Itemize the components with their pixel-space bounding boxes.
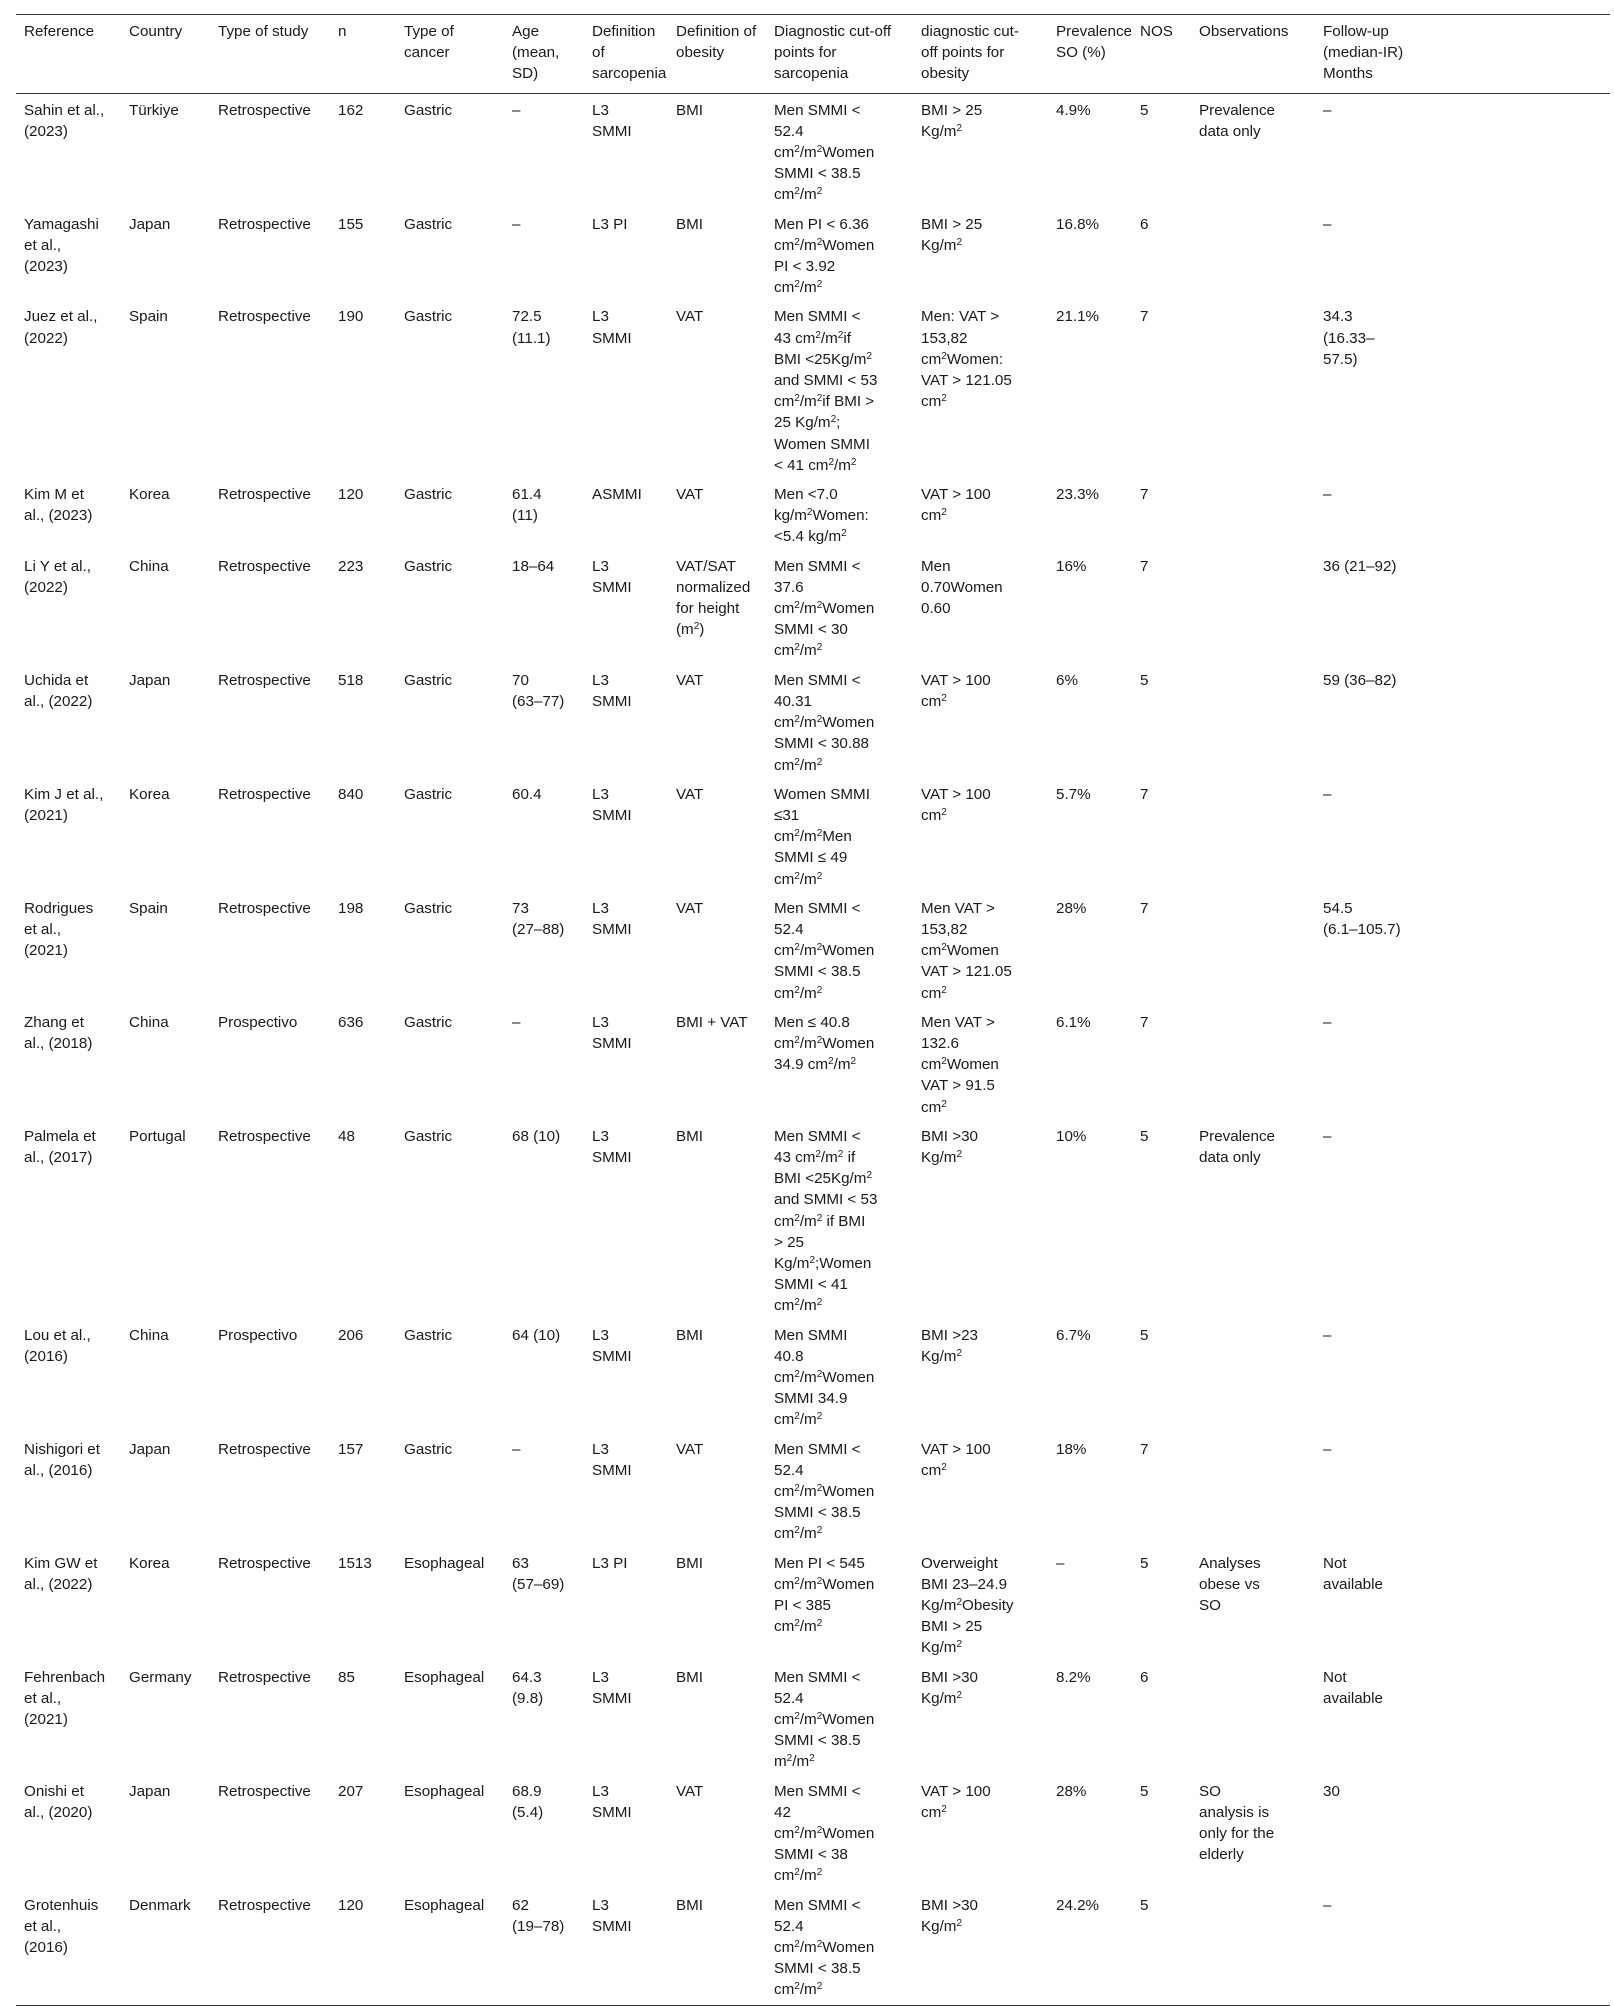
cell-cutoff-obesity: BMI >30 $Kg/m^2$ [921, 1668, 978, 1707]
cell-definition-sarcopenia: L3 SMMI [592, 101, 632, 140]
cell-type-of-cancer: Gastric [404, 899, 453, 917]
cell-type-of-study: Retrospective [218, 486, 311, 504]
cell-type-of-study: Prospectivo [218, 1013, 298, 1031]
table-row [16, 1008, 1610, 1122]
cell-nos: 7 [1140, 557, 1149, 575]
cell-type-of-cancer: Gastric [404, 308, 453, 326]
cell-country: Spain [129, 899, 168, 917]
table-row [16, 1663, 1610, 1777]
cell-country: Korea [129, 486, 170, 504]
cell-follow-up: 36 (21–92) [1323, 557, 1397, 575]
cell-reference: Grotenhuis et al., (2016) [24, 1896, 99, 1957]
cell-reference: Rodrigues et al., (2021) [24, 899, 94, 960]
cell-nos: 5 [1140, 1326, 1149, 1344]
cell-reference: Kim J et al., (2021) [24, 785, 104, 824]
cell-definition-sarcopenia: L3 SMMI [592, 1440, 632, 1479]
col-type-of-study: Type of study [218, 23, 309, 40]
cell-type-of-cancer: Esophageal [404, 1554, 485, 1572]
cell-follow-up: 54.5 (6.1–105.7) [1323, 899, 1401, 938]
cell-follow-up: 59 (36–82) [1323, 671, 1397, 689]
cell-cutoff-sarcopenia: Men PI < 545 $cm^2/m^2Women$ PI < 385 $cm^2/m^2$ [774, 1554, 875, 1636]
cell-cutoff-obesity: VAT > 100 $cm^2$ [921, 671, 991, 710]
cell-type-of-study: Retrospective [218, 215, 311, 233]
cell-prevalence-so: 21.1% [1056, 308, 1100, 326]
cell-cutoff-sarcopenia: Men SMMI < 52.4 $cm^2/m^2Women$ SMMI < 38.5 $cm^2/m^2$ [774, 1896, 875, 1999]
cell-reference: Li Y et al., (2022) [24, 557, 91, 596]
cell-type-of-cancer: Gastric [404, 671, 453, 689]
cell-definition-obesity: VAT [676, 785, 704, 803]
cell-type-of-study: Retrospective [218, 1440, 311, 1458]
cell-nos: 6 [1140, 215, 1149, 233]
cell-cutoff-sarcopenia: Men SMMI < 42 $cm^2/m^2Women$ SMMI < 38 $cm^2/m^2$ [774, 1782, 875, 1885]
cell-prevalence-so: 5.7% [1056, 785, 1091, 803]
cell-observations: SO analysis is only for the elderly [1199, 1782, 1275, 1864]
cell-reference: Fehrenbach et al., (2021) [24, 1668, 106, 1729]
cell-observations [1191, 666, 1315, 780]
cell-type-of-study: Retrospective [218, 1554, 311, 1572]
cell-nos: 5 [1140, 1896, 1149, 1914]
cell-definition-sarcopenia: L3 SMMI [592, 899, 632, 938]
cell-n: 155 [338, 215, 364, 233]
table-row [16, 480, 1610, 552]
cell-n: 120 [338, 1896, 364, 1914]
cell-reference: Zhang et al., (2018) [24, 1013, 93, 1052]
cell-country: Japan [129, 215, 171, 233]
cell-prevalence-so: 24.2% [1056, 1896, 1100, 1914]
table-row [16, 93, 1610, 210]
cell-country: Germany [129, 1668, 192, 1686]
cell-definition-obesity: VAT [676, 671, 704, 689]
cell-country: China [129, 557, 169, 575]
cell-definition-obesity: VAT/SAT normalized for height $(m^2)$ [676, 557, 751, 639]
cell-cutoff-sarcopenia: Women SMMI ≤31 $cm^2/m^2Men$ SMMI ≤ 49 $cm^2/m^2$ [774, 785, 870, 888]
cell-definition-obesity: BMI [676, 1554, 704, 1572]
cell-cutoff-obesity: Overweight BMI 23–24.9 $Kg/m^2Obesity$ BMI > 25 $Kg/m^2$ [921, 1554, 1014, 1657]
col-prevalence-so: Prevalence SO (%) [1056, 23, 1132, 62]
cell-cutoff-obesity: BMI > 25 $Kg/m^2$ [921, 101, 983, 140]
cell-cutoff-obesity: VAT > 100 $cm^2$ [921, 1440, 991, 1479]
cell-follow-up: – [1323, 785, 1332, 803]
cell-definition-obesity: BMI [676, 215, 704, 233]
cell-cutoff-sarcopenia: Men SMMI < 37.6 $cm^2/m^2Women$ SMMI < 30 $cm^2/m^2$ [774, 557, 875, 660]
cell-definition-obesity: BMI [676, 101, 704, 119]
cell-definition-sarcopenia: L3 SMMI [592, 1668, 632, 1707]
cell-age: – [512, 215, 521, 233]
cell-age: 63 (57–69) [512, 1554, 565, 1593]
cell-prevalence-so: 10% [1056, 1127, 1087, 1145]
cell-n: 85 [338, 1668, 355, 1686]
cell-definition-obesity: VAT [676, 486, 704, 504]
cell-country: Japan [129, 671, 171, 689]
cell-observations [1191, 780, 1315, 894]
cell-observations [1191, 1008, 1315, 1122]
cell-reference: Kim M et al., (2023) [24, 486, 93, 525]
cell-observations: Analyses obese vs SO [1199, 1554, 1261, 1615]
cell-prevalence-so: 6.1% [1056, 1013, 1091, 1031]
col-follow-up: Follow-up (median-IR) Months [1323, 23, 1404, 83]
cell-cutoff-sarcopenia: Men SMMI < 52.4 $cm^2/m^2Women$ SMMI < 38.5 $m^2/m^2$ [774, 1668, 875, 1771]
cell-cutoff-obesity: VAT > 100 $cm^2$ [921, 785, 991, 824]
cell-nos: 5 [1140, 671, 1149, 689]
cell-prevalence-so: – [1056, 1554, 1065, 1572]
cell-reference: Yamagashi et al., (2023) [24, 215, 99, 276]
col-cutoff-sarcopenia: Diagnostic cut-off points for sarcopenia [774, 23, 892, 83]
cell-cutoff-sarcopenia: Men SMMI < 52.4 $cm^2/m^2Women$ SMMI < 38.5 $cm^2/m^2$ [774, 899, 875, 1002]
cell-prevalence-so: 18% [1056, 1440, 1087, 1458]
col-n: n [338, 23, 347, 40]
cell-country: Japan [129, 1440, 171, 1458]
cell-prevalence-so: 6% [1056, 671, 1078, 689]
cell-country: Denmark [129, 1896, 191, 1914]
cell-follow-up: – [1323, 1326, 1332, 1344]
col-definition-sarcopenia: Definition of sarcopenia [592, 23, 667, 83]
cell-follow-up: Not available [1323, 1554, 1383, 1593]
cell-country: China [129, 1326, 169, 1344]
cell-age: 18–64 [512, 557, 555, 575]
cell-definition-obesity: VAT [676, 1440, 704, 1458]
cell-type-of-cancer: Gastric [404, 486, 453, 504]
cell-cutoff-sarcopenia: Men SMMI < 43 $cm^2/m^2$ if BMI $<25Kg/m^2$ and SMMI < 53 $cm^2/m^2$ if BMI > 25 $Kg/m^2;Women$ SMMI < 41 $cm^2/m^2$ [774, 1127, 878, 1315]
cell-type-of-cancer: Gastric [404, 785, 453, 803]
table-row [16, 1549, 1610, 1663]
cell-nos: 7 [1140, 486, 1149, 504]
cell-observations: Prevalence data only [1199, 101, 1275, 140]
cell-reference: Palmela et al., (2017) [24, 1127, 96, 1166]
cell-prevalence-so: 16.8% [1056, 215, 1100, 233]
cell-type-of-study: Retrospective [218, 1896, 311, 1914]
cell-nos: 7 [1140, 1440, 1149, 1458]
cell-reference: Lou et al., (2016) [24, 1326, 91, 1365]
cell-definition-obesity: BMI + VAT [676, 1013, 748, 1031]
table-row [16, 552, 1610, 666]
cell-type-of-cancer: Gastric [404, 557, 453, 575]
cell-n: 636 [338, 1013, 364, 1031]
cell-observations [1191, 894, 1315, 1008]
cell-cutoff-sarcopenia: Men ≤ 40.8 $cm^2/m^2Women$ 34.9 $cm^2/m^2$ [774, 1013, 875, 1074]
cell-age: 68.9 (5.4) [512, 1782, 544, 1821]
table-row [16, 210, 1610, 303]
cell-type-of-study: Retrospective [218, 1668, 311, 1686]
cell-age: – [512, 1013, 521, 1031]
cell-country: Portugal [129, 1127, 186, 1145]
cell-definition-sarcopenia: L3 SMMI [592, 308, 632, 347]
cell-type-of-cancer: Esophageal [404, 1668, 485, 1686]
cell-follow-up: – [1323, 1440, 1332, 1458]
cell-definition-sarcopenia: ASMMI [592, 486, 642, 504]
cell-definition-sarcopenia: L3 SMMI [592, 1013, 632, 1052]
cell-observations [1191, 480, 1315, 552]
cell-cutoff-sarcopenia: Men <7.0 $kg/m^2Women$: <5.4 $kg/m^2$ [774, 486, 869, 546]
table-body [16, 93, 1610, 2005]
cell-n: 1513 [338, 1554, 372, 1572]
col-nos: NOS [1140, 23, 1173, 40]
cell-country: Korea [129, 785, 170, 803]
cell-reference: Onishi et al., (2020) [24, 1782, 93, 1821]
cell-n: 162 [338, 101, 364, 119]
cell-nos: 5 [1140, 1127, 1149, 1145]
cell-type-of-cancer: Gastric [404, 215, 453, 233]
cell-cutoff-obesity: BMI >23 $Kg/m^2$ [921, 1326, 978, 1365]
cell-reference: Uchida et al., (2022) [24, 671, 93, 710]
cell-n: 206 [338, 1326, 364, 1344]
cell-age: 62 (19–78) [512, 1896, 565, 1935]
table-row [16, 780, 1610, 894]
cell-n: 190 [338, 308, 364, 326]
cell-country: Japan [129, 1782, 171, 1800]
table-container [16, 14, 1610, 2006]
cell-follow-up: Not available [1323, 1668, 1383, 1707]
col-age: Age (mean, SD) [512, 23, 560, 83]
cell-prevalence-so: 16% [1056, 557, 1087, 575]
cell-follow-up: – [1323, 101, 1332, 119]
cell-observations [1191, 302, 1315, 480]
cell-age: 61.4 (11) [512, 486, 542, 525]
cell-n: 518 [338, 671, 364, 689]
cell-follow-up: – [1323, 215, 1332, 233]
cell-nos: 5 [1140, 1554, 1149, 1572]
cell-definition-sarcopenia: L3 SMMI [592, 671, 632, 710]
cell-cutoff-obesity: BMI >30 $Kg/m^2$ [921, 1127, 978, 1166]
cell-type-of-cancer: Esophageal [404, 1782, 485, 1800]
col-type-of-cancer: Type of cancer [404, 23, 454, 62]
cell-type-of-cancer: Gastric [404, 101, 453, 119]
cell-definition-sarcopenia: L3 SMMI [592, 1326, 632, 1365]
cell-reference: Kim GW et al., (2022) [24, 1554, 98, 1593]
cell-cutoff-obesity: Men: VAT > 153,82 $cm^2Women$: VAT > 121.05 $cm^2$ [921, 308, 1012, 411]
table-row [16, 1435, 1610, 1549]
header-row [16, 15, 1610, 94]
cell-follow-up: – [1323, 1127, 1332, 1145]
cell-type-of-study: Retrospective [218, 101, 311, 119]
cell-follow-up: 30 [1323, 1782, 1340, 1800]
table-row [16, 302, 1610, 480]
cell-prevalence-so: 6.7% [1056, 1326, 1091, 1344]
cell-definition-obesity: BMI [676, 1896, 704, 1914]
cell-prevalence-so: 23.3% [1056, 486, 1100, 504]
table-row [16, 1122, 1610, 1321]
cell-cutoff-obesity: VAT > 100 $cm^2$ [921, 486, 991, 525]
cell-cutoff-obesity: Men 0.70Women 0.60 [921, 557, 1003, 618]
cell-age: – [512, 1440, 521, 1458]
cell-nos: 5 [1140, 101, 1149, 119]
cell-definition-sarcopenia: L3 PI [592, 215, 628, 233]
cell-cutoff-obesity: BMI >30 $Kg/m^2$ [921, 1896, 978, 1935]
cell-definition-obesity: VAT [676, 308, 704, 326]
cell-type-of-cancer: Gastric [404, 1326, 453, 1344]
cell-cutoff-sarcopenia: Men SMMI < 40.31 $cm^2/m^2Women$ SMMI < 30.88 $cm^2/m^2$ [774, 671, 875, 774]
cell-observations [1191, 210, 1315, 303]
cell-n: 198 [338, 899, 364, 917]
cell-country: Türkiye [129, 101, 179, 119]
cell-cutoff-sarcopenia: Men SMMI < 43 $cm^2/m^2if$ BMI $<25Kg/m^2$ and SMMI < 53 $cm^2/m^2if$ BMI > 25 $Kg/m^2$; Women SMMI < 41 $cm^2/m^2$ [774, 308, 878, 474]
cell-cutoff-sarcopenia: Men SMMI 40.8 $cm^2/m^2Women$ SMMI 34.9 $cm^2/m^2$ [774, 1326, 875, 1429]
cell-type-of-study: Retrospective [218, 308, 311, 326]
cell-cutoff-sarcopenia: Men SMMI < 52.4 $cm^2/m^2Women$ SMMI < 38.5 $cm^2/m^2$ [774, 101, 875, 204]
cell-age: 70 (63–77) [512, 671, 565, 710]
cell-observations [1191, 1321, 1315, 1435]
cell-type-of-cancer: Esophageal [404, 1896, 485, 1914]
cell-definition-sarcopenia: L3 SMMI [592, 1127, 632, 1166]
cell-reference: Sahin et al., (2023) [24, 101, 105, 140]
cell-cutoff-obesity: BMI > 25 $Kg/m^2$ [921, 215, 983, 254]
cell-n: 120 [338, 486, 364, 504]
cell-country: China [129, 1013, 169, 1031]
col-definition-obesity: Definition of obesity [676, 23, 757, 62]
col-cutoff-obesity: diagnostic cut- off points for obesity [921, 23, 1019, 83]
cell-type-of-study: Retrospective [218, 671, 311, 689]
studies-table [16, 14, 1610, 2006]
cell-observations [1191, 552, 1315, 666]
cell-type-of-study: Prospectivo [218, 1326, 298, 1344]
cell-n: 223 [338, 557, 364, 575]
cell-nos: 7 [1140, 308, 1149, 326]
cell-cutoff-sarcopenia: Men PI < 6.36 $cm^2/m^2Women$ PI < 3.92 $cm^2/m^2$ [774, 215, 875, 297]
cell-definition-sarcopenia: L3 SMMI [592, 1782, 632, 1821]
cell-n: 840 [338, 785, 364, 803]
cell-definition-obesity: BMI [676, 1326, 704, 1344]
cell-observations: Prevalence data only [1199, 1127, 1275, 1166]
cell-observations [1191, 1663, 1315, 1777]
cell-age: 68 (10) [512, 1127, 561, 1145]
cell-country: Korea [129, 1554, 170, 1572]
cell-type-of-study: Retrospective [218, 557, 311, 575]
cell-nos: 7 [1140, 1013, 1149, 1031]
cell-observations [1191, 1435, 1315, 1549]
cell-definition-sarcopenia: L3 SMMI [592, 557, 632, 596]
cell-nos: 5 [1140, 1782, 1149, 1800]
cell-type-of-cancer: Gastric [404, 1013, 453, 1031]
cell-cutoff-obesity: VAT > 100 $cm^2$ [921, 1782, 991, 1821]
cell-prevalence-so: 28% [1056, 1782, 1087, 1800]
col-observations: Observations [1199, 23, 1289, 40]
cell-cutoff-obesity: Men VAT > 132.6 $cm^2Women$ VAT > 91.5 $cm^2$ [921, 1013, 999, 1116]
cell-prevalence-so: 4.9% [1056, 101, 1091, 119]
table-header [16, 15, 1610, 94]
cell-definition-obesity: VAT [676, 899, 704, 917]
cell-age: – [512, 101, 521, 119]
table-row [16, 1321, 1610, 1435]
cell-definition-obesity: BMI [676, 1668, 704, 1686]
cell-nos: 6 [1140, 1668, 1149, 1686]
cell-age: 64 (10) [512, 1326, 561, 1344]
cell-n: 207 [338, 1782, 364, 1800]
cell-type-of-study: Retrospective [218, 899, 311, 917]
cell-type-of-cancer: Gastric [404, 1440, 453, 1458]
cell-definition-sarcopenia: L3 SMMI [592, 785, 632, 824]
cell-definition-sarcopenia: L3 PI [592, 1554, 628, 1572]
col-reference: Reference [24, 23, 95, 40]
cell-reference: Juez et al., (2022) [24, 308, 98, 347]
cell-type-of-study: Retrospective [218, 785, 311, 803]
cell-country: Spain [129, 308, 168, 326]
cell-n: 48 [338, 1127, 355, 1145]
cell-prevalence-so: 8.2% [1056, 1668, 1091, 1686]
cell-definition-sarcopenia: L3 SMMI [592, 1896, 632, 1935]
table-row [16, 666, 1610, 780]
cell-cutoff-sarcopenia: Men SMMI < 52.4 $cm^2/m^2Women$ SMMI < 38.5 $cm^2/m^2$ [774, 1440, 875, 1543]
table-row [16, 1777, 1610, 1891]
cell-follow-up: – [1323, 1896, 1332, 1914]
cell-age: 64.3 (9.8) [512, 1668, 544, 1707]
cell-nos: 7 [1140, 785, 1149, 803]
col-country: Country [129, 23, 183, 40]
cell-age: 60.4 [512, 785, 542, 803]
cell-cutoff-obesity: Men VAT > 153,82 $cm^2Women$ VAT > 121.05 $cm^2$ [921, 899, 1012, 1002]
cell-reference: Nishigori et al., (2016) [24, 1440, 100, 1479]
cell-follow-up: 34.3 (16.33– 57.5) [1323, 308, 1375, 368]
cell-definition-obesity: VAT [676, 1782, 704, 1800]
cell-definition-obesity: BMI [676, 1127, 704, 1145]
table-row [16, 894, 1610, 1008]
cell-age: 73 (27–88) [512, 899, 565, 938]
cell-type-of-cancer: Gastric [404, 1127, 453, 1145]
cell-nos: 7 [1140, 899, 1149, 917]
cell-type-of-study: Retrospective [218, 1127, 311, 1145]
cell-follow-up: – [1323, 486, 1332, 504]
cell-type-of-study: Retrospective [218, 1782, 311, 1800]
cell-follow-up: – [1323, 1013, 1332, 1031]
cell-age: 72.5 (11.1) [512, 308, 551, 347]
cell-n: 157 [338, 1440, 364, 1458]
cell-prevalence-so: 28% [1056, 899, 1087, 917]
